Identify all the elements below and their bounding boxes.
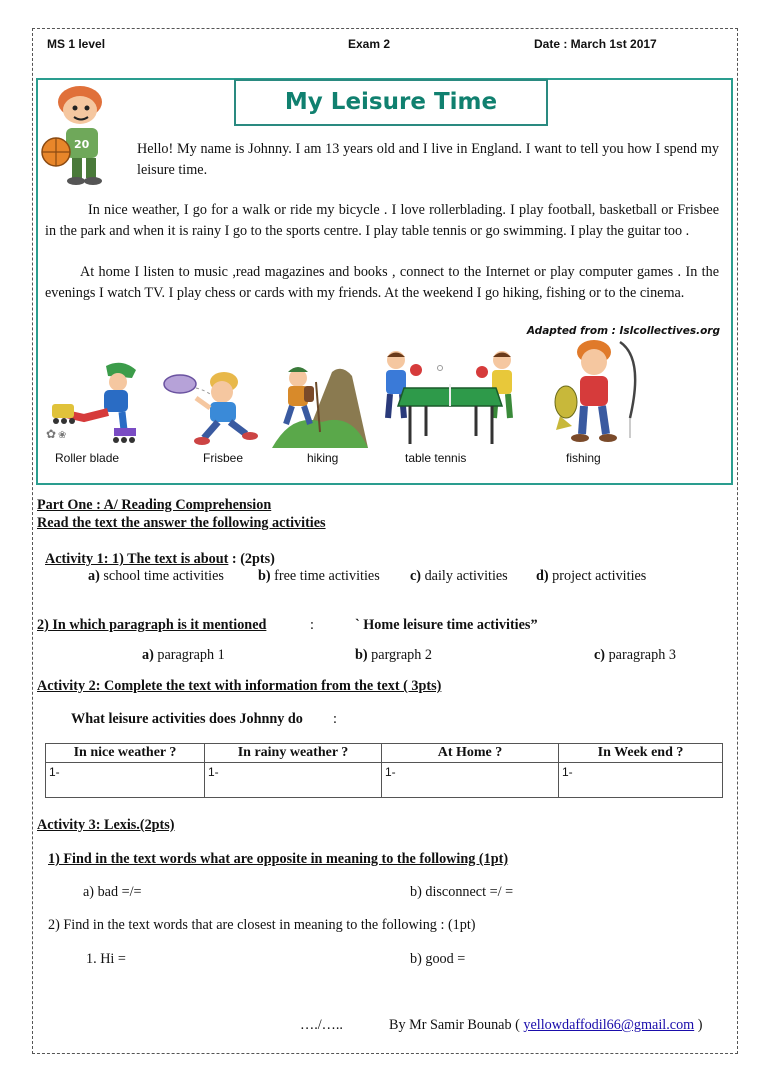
- activity3-q2-b: b) good =: [410, 951, 466, 967]
- q2-option-b-letter: b): [355, 647, 368, 663]
- author-email-link[interactable]: yellowdaffodil66@gmail.com: [523, 1017, 695, 1033]
- q2-option-b: [355, 647, 432, 664]
- answer-cell-nice-weather[interactable]: 1-: [46, 763, 205, 798]
- activity1-q2-quote: ` Home leisure time activities”: [355, 617, 538, 633]
- footer-author: By Mr Samir Bounab (: [389, 1017, 524, 1033]
- footer-credit: [389, 1017, 702, 1034]
- footer-close: ): [694, 1017, 703, 1033]
- activity1-q1-label: Activity 1: 1) The text is about: [45, 551, 229, 567]
- boy-basketball-icon: [38, 80, 122, 188]
- activity1-option-d: [536, 568, 646, 585]
- option-a-letter: a): [88, 568, 100, 584]
- activity3-heading: Activity 3: Lexis.(2pts): [37, 817, 175, 833]
- svg-text:❀: ❀: [58, 430, 67, 441]
- answer-cell-at-home[interactable]: 1-: [382, 763, 559, 798]
- activity1-q1-points: : (2pts): [228, 551, 275, 567]
- answer-cell-week-end[interactable]: 1-: [559, 763, 723, 798]
- activity3-q2: 2) Find in the text words that are closest in meaning to the following : (1pt): [48, 917, 476, 933]
- intro-paragraph: Hello! My name is Johnny. I am 13 years old and I live in England. I want to tell you how I spend my leisure time.: [137, 141, 719, 178]
- fishing-icon: [554, 338, 650, 448]
- page-title: My Leisure Time: [284, 89, 498, 115]
- activity1-q2-colon: :: [310, 617, 314, 633]
- option-b-text: free time activities: [270, 568, 380, 584]
- svg-text:20: 20: [74, 138, 90, 151]
- option-c-text: daily activities: [421, 568, 508, 584]
- q2-option-a: [142, 647, 225, 664]
- paragraph-2: At home I listen to music ,read magazines and books , connect to the Internet or play computer games . In the evenings I watch TV. I play chess or cards with my friends. At the weekend I go hiking, fishing or to the cinema.: [45, 264, 719, 301]
- activity3-q1-a: a) bad =/=: [83, 884, 142, 900]
- activity2-question: What leisure activities does Johnny do: [71, 711, 303, 727]
- activity2-question-colon: :: [333, 711, 337, 727]
- svg-text:✿: ✿: [46, 427, 57, 441]
- header-date: Date : March 1st 2017: [534, 37, 657, 51]
- part-one-heading: Part One : A/ Reading Comprehension: [37, 497, 272, 513]
- adapted-from-credit: Adapted from : Islcollectives.org: [526, 325, 720, 337]
- activity3-q1-b: b) disconnect =/ =: [410, 884, 514, 900]
- activity1-q2-label: 2) In which paragraph is it mentioned: [37, 617, 267, 633]
- activity2-table: [45, 743, 723, 798]
- title-box: [234, 79, 548, 126]
- activity3-q1: 1) Find in the text words what are opposite in meaning to the following (1pt): [48, 851, 509, 867]
- q2-option-c: [594, 647, 676, 664]
- caption-fishing: fishing: [566, 451, 601, 465]
- page-number: …./…..: [300, 1017, 343, 1033]
- activity1-option-b: [258, 568, 380, 585]
- activity1-options-row: [88, 568, 224, 585]
- paragraph-1: In nice weather, I go for a walk or ride my bicycle . I love rollerblading. I play football, basketball or Frisbee in the park and when it is rainy I go to the sports centre. I play table tennis or go swimming. I play the guitar too .: [45, 202, 719, 239]
- option-c-letter: c): [410, 568, 422, 584]
- q2-option-a-text: paragraph 1: [153, 647, 225, 663]
- frisbee-icon: [160, 368, 264, 448]
- q2-option-a-letter: a): [142, 647, 154, 663]
- answer-cell-rainy-weather[interactable]: 1-: [205, 763, 382, 798]
- part-one-instruction: Read the text the answer the following activities: [37, 515, 326, 531]
- table-tennis-icon: [376, 348, 524, 448]
- q2-option-c-text: paragraph 3: [605, 647, 676, 663]
- caption-frisbee: Frisbee: [203, 451, 244, 465]
- option-d-letter: d): [536, 568, 549, 584]
- activity1-q1: [45, 551, 275, 568]
- col-nice-weather: In nice weather ?: [46, 744, 205, 763]
- caption-hiking: hiking: [307, 451, 339, 465]
- rollerblade-icon: [44, 358, 148, 448]
- activity1-option-c: [410, 568, 508, 585]
- activity3-q2-a: 1. Hi =: [86, 951, 126, 967]
- q2-option-c-letter: c): [594, 647, 606, 663]
- option-d-text: project activities: [548, 568, 647, 584]
- col-week-end: In Week end ?: [559, 744, 723, 763]
- col-at-home: At Home ?: [382, 744, 559, 763]
- activity2-heading: Activity 2: Complete the text with information from the text ( 3pts): [37, 678, 442, 694]
- hiking-icon: [272, 362, 368, 448]
- option-a-text: school time activities: [99, 568, 224, 584]
- option-b-letter: b): [258, 568, 271, 584]
- q2-option-b-text: pargraph 2: [367, 647, 432, 663]
- col-rainy-weather: In rainy weather ?: [205, 744, 382, 763]
- caption-table-tennis: table tennis: [405, 451, 467, 465]
- caption-rollerblade: Roller blade: [55, 451, 120, 465]
- header-exam: Exam 2: [348, 37, 391, 51]
- header-level: MS 1 level: [47, 37, 106, 51]
